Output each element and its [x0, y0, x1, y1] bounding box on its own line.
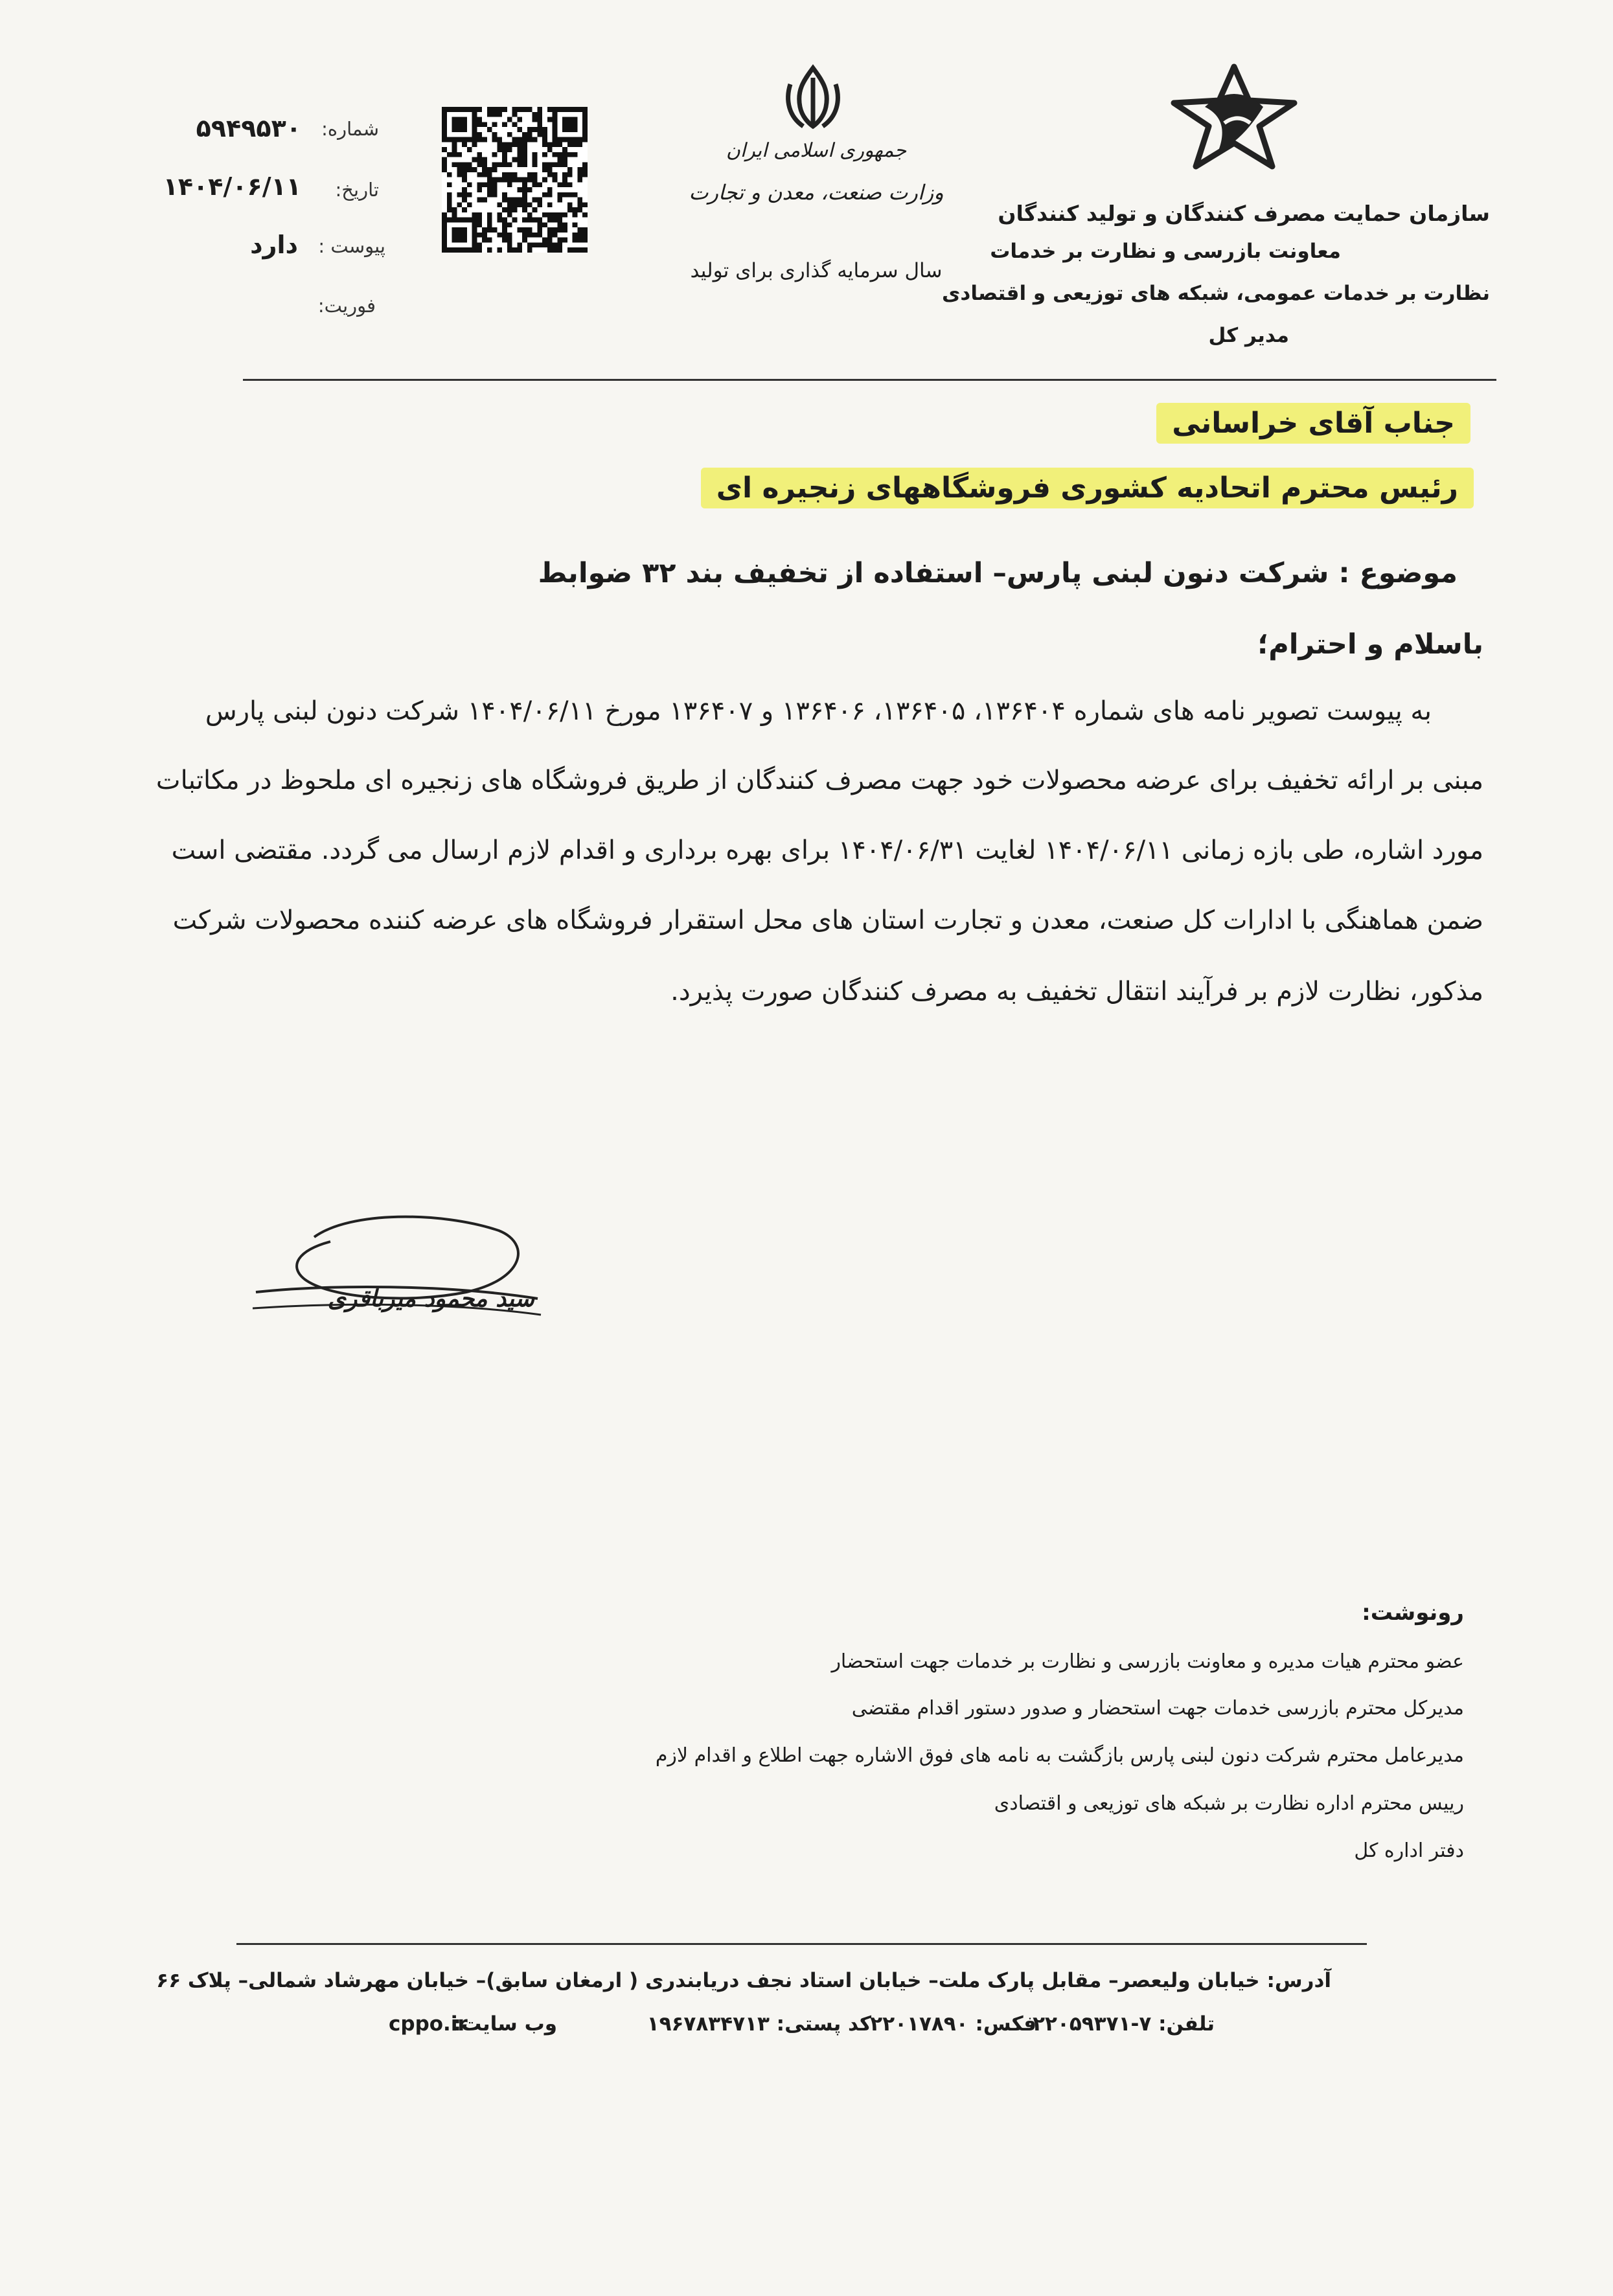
footer-phone: تلفن: ۷-۲۲۰۵۹۳۷۱ [1033, 2012, 1215, 2036]
signatory-name: سید محمود میرباقری [327, 1286, 534, 1312]
header-divider [243, 379, 1496, 381]
cc-item: مدیرکل محترم بازرسی خدمات جهت استحضار و صدور دستور اقدام مقتضی [851, 1697, 1464, 1720]
footer-fax: فکس: ۲۲۰۱۷۸۹۰ [870, 2012, 1036, 2036]
body-line: مبنی بر ارائه تخفیف برای عرضه محصولات خود جهت مصرف کنندگان از طریق فروشگاه های زنجیره ای ملحوظ در مکاتبات [155, 766, 1483, 795]
footer-postal-code: کد پستی: ۱۹۶۷۸۳۴۷۱۳ [646, 2012, 871, 2036]
body-line: ضمن هماهنگی با ادارات کل صنعت، معدن و تجارت استان های محل استقرار فروشگاه های عرضه کننده محصولات شرکت [172, 905, 1483, 935]
attachment-value: دارد [250, 231, 298, 259]
footer-divider [236, 1943, 1367, 1945]
recipient-title-text: رئیس محترم اتحادیه کشوری فروشگاههای زنجیره ای [701, 468, 1474, 508]
letter-number: ۵۹۴۹۵۳۰ [196, 114, 301, 142]
year-slogan: سال سرمایه گذاری برای تولید [690, 259, 943, 282]
cc-item: عضو محترم هیات مدیره و معاونت بازرسی و نظارت بر خدمات جهت استحضار [831, 1650, 1464, 1673]
attachment-label: پیوست : [318, 235, 385, 257]
org-department: نظارت بر خدمات عمومی، شبکه های توزیعی و اقتصادی [942, 282, 1490, 305]
letter-number-label: شماره: [321, 118, 379, 140]
cc-item: مدیرعامل محترم شرکت دنون لبنی پارس بازگشت به نامه های فوق الاشاره جهت اطلاع و اقدام لازم [655, 1744, 1464, 1767]
cc-item: رییس محترم اداره نظارت بر شبکه های توزیعی و اقتصادی [994, 1792, 1464, 1815]
greeting: باسلام و احترام؛ [1257, 628, 1483, 661]
recipient-name [1156, 407, 1470, 440]
org-role: مدیر کل [1208, 324, 1289, 347]
letter-date: ۱۴۰۴/۰۶/۱۱ [163, 172, 301, 201]
footer-address: آدرس: خیابان ولیعصر– مقابل پارک ملت– خیابان استاد نجف دریابندری ( ارمغان سابق)– خیابان مهرشاد شمالی– پلاک ۶۶ [156, 1969, 1331, 1992]
letter-date-label: تاریخ: [335, 179, 379, 201]
qr-code [442, 107, 588, 253]
footer-website-label: وب سایت: [453, 2012, 557, 2036]
recipient-name-text: جناب آقای خراسانی [1156, 403, 1470, 444]
ministry-country: جمهوری اسلامی ایران [726, 139, 907, 162]
org-deputy: معاونت بازرسی و نظارت بر خدمات [990, 240, 1341, 263]
org-name: سازمان حمایت مصرف کنندگان و تولید کنندگان [998, 201, 1490, 226]
cc-title: رونوشت: [1362, 1600, 1464, 1626]
organization-logo [1166, 62, 1302, 172]
ministry-name: وزارت صنعت، معدن و تجارت [689, 180, 944, 205]
body-line: به پیوست تصویر نامه های شماره ۱۳۶۴۰۴، ۱۳۶۴۰۵، ۱۳۶۴۰۶ و ۱۳۶۴۰۷ مورخ ۱۴۰۴/۰۶/۱۱ شرکت دنون لبنی پارس [205, 696, 1432, 726]
recipient-title [701, 472, 1474, 505]
letter-subject: موضوع : شرکت دنون لبنی پارس– استفاده از تخفیف بند ۳۲ ضوابط [538, 557, 1458, 589]
body-line: مذکور، نظارت لازم بر فرآیند انتقال تخفیف به مصرف کنندگان صورت پذیرد. [670, 977, 1483, 1006]
body-line: مورد اشاره، طی بازه زمانی ۱۴۰۴/۰۶/۱۱ لغایت ۱۴۰۴/۰۶/۳۱ برای بهره برداری و اقدام لازم ارسال می گردد. مقتضی است [171, 835, 1483, 865]
iran-emblem [777, 62, 849, 133]
cc-item: دفتر اداره کل [1354, 1839, 1464, 1862]
urgency-label: فوریت: [317, 295, 376, 317]
footer-website: cppo.ir [389, 2012, 468, 2036]
